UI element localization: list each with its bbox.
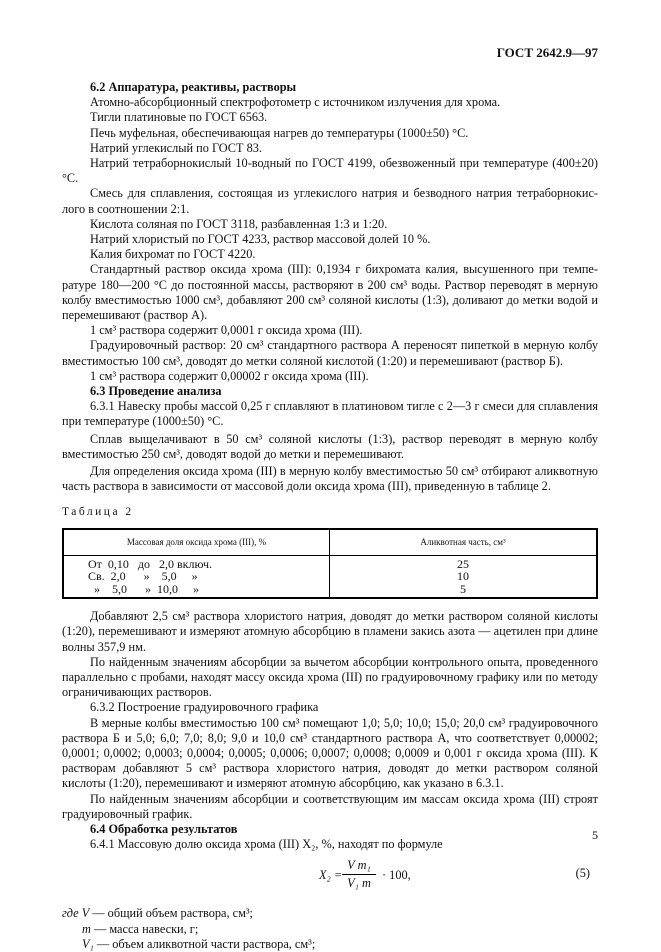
where-line [62, 906, 598, 921]
range-cell: От 0,10 до 2,0 включ. [88, 556, 213, 571]
item-potassium-dichromate: Калия бихромат по ГОСТ 4220. [90, 247, 256, 262]
table-row [63, 555, 597, 598]
calib-solution-b-concentration: 1 см³ раствора содержит 0,00002 г оксида хрома (III). [90, 368, 369, 383]
table-2 [62, 528, 598, 600]
calib-solution-b: Градуировочный раствор: 20 см³ стандартного раствора А переносят пипеткой в мерную колбу вместимостью 100 см³, доводят до метки соляной кислотой (1:20) и перемешивают (раствор Б). [62, 338, 598, 368]
formula-lhs: X₂ = [319, 868, 343, 883]
symbol-v1-desc: — объем аликвотной части раствора, см³; [93, 936, 316, 951]
item-hydrochloric-acid: Кислота соляная по ГОСТ 3118, разбавленная 1:3 и 1:20. [90, 216, 388, 231]
formula-denominator: V₁ m [347, 876, 371, 891]
document-header-standard: ГОСТ 2642.9—97 [496, 45, 598, 60]
page-body [62, 80, 598, 952]
para-calibration-flasks: В мерные колбы вместимостью 100 см³ помещают 1,0; 5,0; 10,0; 15,0; 20,0 см³ градуировочного раствора Б и 5,0; 6,0; 7,0; 8,0; 9,0 и 10,0 см³ стандартного раствора А, что соответствует 0,00002; 0,0001; 0,0002; 0,0003; 0,0004; 0,0005; 0,0006; 0,0007; 0,0008; 0,0009 и 0,001 г оксида хрома (III). К растворам добавляют 5 см³ раствора хлористого натрия, доводят до метки раствором соляной кислоты (1:20), перемешивают и измеряют атомную абсорбцию, как указано в 6.3.1. [62, 715, 598, 791]
item-sodium-tetraborate: Натрий тетраборнокислый 10-водный по ГОСТ 4199, обезвоженный при температуре (400±20) °С. [62, 156, 598, 186]
para-add-nacl: Добавляют 2,5 см³ раствора хлористого натрия, доводят до метки раствором соляной кислоты (1:20), перемешивают и измеряют атомную абсорбцию в пламени закись азота — ацетилен при длине волны 357,9 нм. [62, 609, 598, 654]
std-solution-a-concentration: 1 см³ раствора содержит 0,0001 г оксида хрома (III). [90, 323, 363, 338]
aliquot-cell: 25 [457, 556, 469, 571]
table-header-row [63, 529, 597, 556]
symbol-v-desc: — общий объем раствора, см³; [89, 906, 253, 921]
item-sodium-chloride: Натрий хлористый по ГОСТ 4233, раствор массовой долей 10 %. [90, 232, 431, 247]
symbol-m: m [82, 921, 91, 936]
aliquot-cell: 10 [457, 569, 469, 584]
column-header-mass-fraction: Массовая доля оксида хрома (III), % [63, 529, 330, 556]
std-solution-a: Стандартный раствор оксида хрома (III): 0,1934 г бихромата калия, высушенного при темпе-ратуре 180—200 °С до постоянной массы, растворяют в 200 см³ воды. Раствор переводят в мерную колбу вместимостью 1000 см³, добавляют 200 см³ соляной кислоты (1:3), доливают до метки водой и перемешивают (раствор А). [62, 262, 598, 323]
formula-5 [62, 858, 598, 906]
column-header-aliquot: Аликвотная часть, см³ [330, 529, 598, 556]
para-6-4-1: 6.4.1 Массовую долю оксида хрома (III) X₂, %, находят по формуле [90, 837, 443, 852]
para-leaching: Сплав выщелачивают в 50 см³ соляной кислоты (1:3), раствор переводят в мерную колбу вместимостью 250 см³, доводят водой до метки и перемешивают. [62, 431, 598, 461]
section-6-4-title: 6.4 Обработка результатов [90, 822, 238, 837]
para-aliquot: Для определения оксида хрома (III) в мерную колбу вместимостью 50 см³ отбирают аликвотную часть раствора в зависимости от массовой доли оксида хрома (III), приведенную в таблице 2. [62, 464, 598, 494]
formula-number: (5) [575, 866, 590, 881]
item-fusion-mixture: Смесь для сплавления, состоящая из углекислого натрия и безводного натрия тетраборнокис-лого в соотношении 2:1. [62, 186, 598, 216]
symbol-v: где V [62, 906, 90, 921]
page-number: 5 [592, 828, 598, 842]
fraction-bar [342, 874, 376, 875]
item-spectrophotometer: Атомно-абсорбционный спектрофотометр с источником излучения для хрома. [90, 95, 501, 110]
symbol-v1: V₁ [82, 936, 94, 951]
formula-fraction [342, 858, 376, 891]
formula-numerator: V m₁ [347, 858, 371, 873]
para-absorption-values: По найденным значениям абсорбции за вычетом абсорбции контрольного опыта, проведенного параллельно с пробами, находят массу оксида хрома (III) по градуировочному графику или по методу ограничивающих растворов. [62, 654, 598, 700]
range-cell: » 5,0 » 10,0 » [88, 581, 199, 596]
section-6-2-title: 6.2 Аппаратура, реактивы, растворы [90, 80, 297, 94]
formula-multiplier: · 100, [382, 868, 411, 883]
symbol-m-desc: — масса навески, г; [90, 921, 199, 936]
section-6-3-title: 6.3 Проведение анализа [90, 384, 222, 399]
table-2-caption: Таблица 2 [62, 506, 134, 519]
para-calibration-graph: По найденным значениям абсорбции и соответствующим им массам оксида хрома (III) строят градуировочный график. [62, 791, 598, 821]
range-cell: Св. 2,0 » 5,0 » [88, 569, 198, 584]
subsection-6-3-2-title: 6.3.2 Построение градуировочного графика [90, 700, 319, 715]
item-crucibles: Тигли платиновые по ГОСТ 6563. [90, 110, 268, 125]
aliquot-cell: 5 [460, 581, 466, 596]
item-sodium-carbonate: Натрий углекислый по ГОСТ 83. [90, 140, 262, 155]
where-line [62, 937, 598, 952]
item-muffle-furnace: Печь муфельная, обеспечивающая нагрев до температуры (1000±50) °С. [90, 125, 469, 140]
para-6-3-1: 6.3.1 Навеску пробы массой 0,25 г сплавляют в платиновом тигле с 2—3 г смеси для сплавления при температуре (1000±50) °С. [62, 399, 598, 429]
where-line [62, 922, 598, 937]
